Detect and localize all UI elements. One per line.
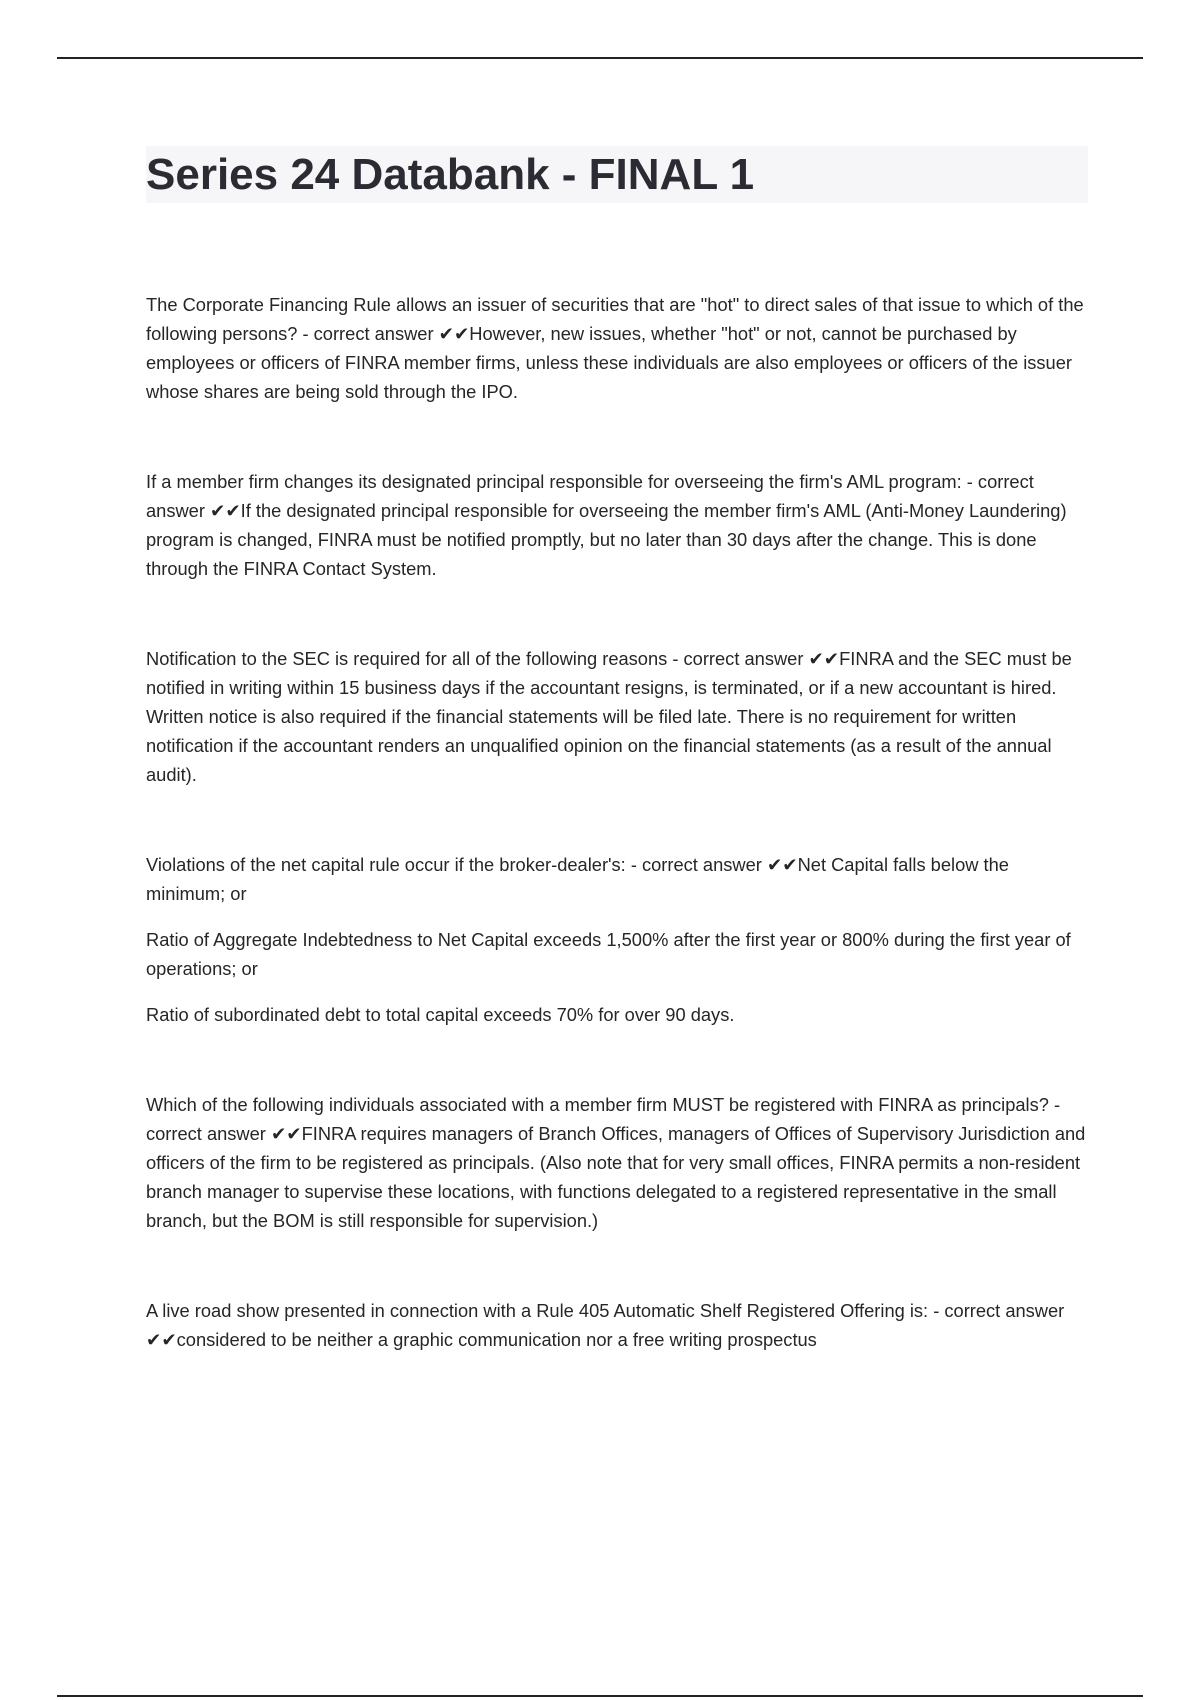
qa-paragraph: Ratio of subordinated debt to total capital exceeds 70% for over 90 days. [146,1004,735,1025]
qa-item-2 [146,467,1092,583]
bottom-divider [57,1695,1143,1697]
qa-paragraph: If a member firm changes its designated principal responsible for overseeing the firm's AML program: - correct answer ✔✔If the designated principal responsible for overseeing the member firm's AML (Anti-Money Laundering) program is changed, FINRA must be notified promptly, but no later than 30 days after the change. This is done through the FINRA Contact System. [146,471,1067,579]
qa-paragraph: A live road show presented in connection with a Rule 405 Automatic Shelf Registered Offering is: - correct answer ✔✔considered to be neither a graphic communication nor a free writing prospectus [146,1300,1065,1350]
qa-paragraph: Notification to the SEC is required for all of the following reasons - correct answer ✔✔FINRA and the SEC must be notified in writing within 15 business days if the accountant resigns, is terminated, or if a new accountant is hired. Written notice is also required if the financial statements will be filed late. There is no requirement for written notification if the accountant renders an unqualified opinion on the financial statements (as a result of the annual audit). [146,648,1072,785]
qa-item-3 [146,644,1092,789]
qa-item-6 [146,1296,1092,1354]
document-title: Series 24 Databank - FINAL 1 [146,150,755,199]
qa-paragraph: The Corporate Financing Rule allows an issuer of securities that are "hot" to direct sales of that issue to which of the following persons? - correct answer ✔✔However, new issues, whether "hot" or not, cannot be purchased by employees or officers of FINRA member firms, unless these individuals are also employees or officers of the issuer whose shares are being sold through the IPO. [146,294,1084,402]
qa-item-5 [146,1090,1092,1235]
top-divider [57,57,1143,59]
qa-item-4 [146,850,1092,1029]
qa-paragraph: Ratio of Aggregate Indebtedness to Net Capital exceeds 1,500% after the first year or 800% during the first year of operations; or [146,929,1071,979]
qa-paragraph: Violations of the net capital rule occur if the broker-dealer's: - correct answer ✔✔Net Capital falls below the minimum; or [146,854,1009,904]
document-body [146,290,1092,1415]
qa-paragraph: Which of the following individuals associated with a member firm MUST be registered with FINRA as principals? - correct answer ✔✔FINRA requires managers of Branch Offices, managers of Offices of Supervisory Jurisdiction and officers of the firm to be registered as principals. (Also note that for very small offices, FINRA permits a non-resident branch manager to supervise these locations, with functions delegated to a registered representative in the small branch, but the BOM is still responsible for supervision.) [146,1094,1086,1231]
qa-item-1 [146,290,1092,406]
